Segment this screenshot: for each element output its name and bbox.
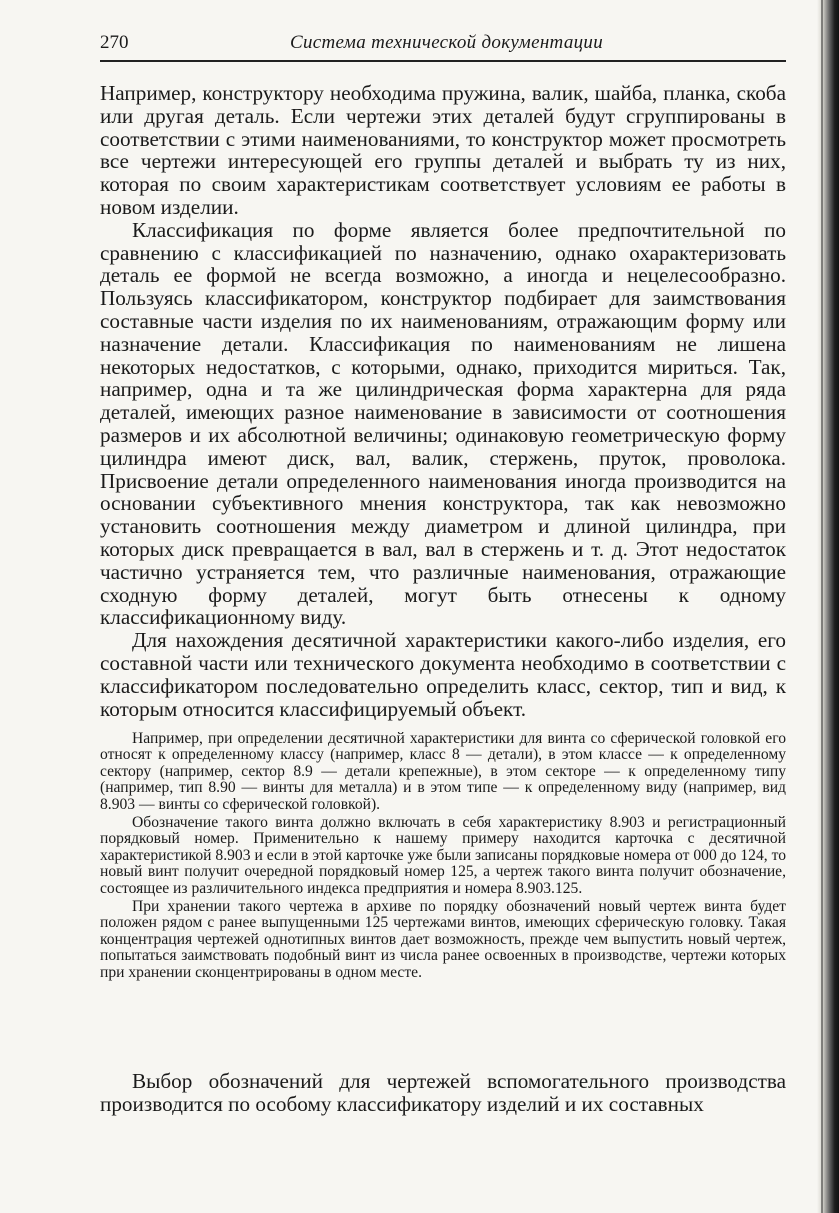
page-header <box>100 30 786 62</box>
running-title: Система технической документации <box>290 32 604 53</box>
paragraph: Классификация по форме является более предпочтительной по сравнению с классификацией по назначению, однако охарактеризовать деталь ее формой не всегда возможно, а иногда и нецелесообразно. Пользуясь классификатором, конструктор подбирает для заимствования составные части изделия по их наименованиям, отражающим форму или назначение детали. Классификация по наименованиям не лишена некоторых недостатков, с которыми, однако, приходится мириться. Так, например, одна и та же цилиндрическая форма характерна для ряда деталей, имеющих разное наименование в зависимости от соотношения размеров и их абсолютной величины; одинаковую геометрическую форму цилиндра имеют диск, вал, валик, стержень, пруток, проволока. Присвоение детали определенного наименования иногда производится на основании субъективного мнения конструктора, так как невозможно установить соотношения между диаметром и длиной цилиндра, при которых диск превращается в вал, вал в стержень и т. д. Этот недостаток частично устраняется тем, что различные наименования, отражающие сходную форму деталей, могут быть отнесены к одному классификационному виду. <box>100 217 786 630</box>
page-binding-edge <box>821 0 823 1213</box>
page-number: 270 <box>100 32 129 53</box>
main-text <box>100 82 786 720</box>
example-paragraph: При хранении такого чертежа в архиве по порядку обозначений новый чертеж винта будет положен рядом с ранее выпущенными 125 чертежами винтов, имеющих сферическую головку. Такая концентрация чертежей однотипных винтов дает возможность, прежде чем выпустить новый чертеж, попытаться заимствовать подобный винт из числа ранее освоенных в производстве, чертежи которых при хранении сконцентрированы в одном месте. <box>100 898 786 981</box>
paragraph: Например, конструктору необходима пружина, валик, шайба, планка, скоба или другая деталь. Если чертежи этих деталей будут сгруппированы в соответствии с этими наименованиями, то конструктор может просмотреть все чертежи интересующей его группы деталей и выбрать ту из них, которая по своим характеристикам соответствует условиям ее работы в новом изделии. <box>100 81 786 219</box>
example-paragraph: Например, при определении десятичной характеристики для винта со сферической головкой его относят к определенному классу (например, класс 8 — детали), в этом классе — к определенному сектору (например, сектор 8.9 — детали крепежные), в этом секторе — к определенному типу (например, тип 8.90 — винты для металла) и в этом типе — к определенному виду (например, вид 8.903 — винты со сферической головкой). <box>100 730 786 813</box>
paragraph: Для нахождения десятичной характеристики какого-либо изделия, его составной части или технического документа необходимо в соответствии с классификатором последовательно определить класс, сектор, тип и вид, к которым относится классифицируемый объект. <box>100 628 786 721</box>
example-paragraph: Обозначение такого винта должно включать в себя характеристику 8.903 и регистрационный порядковый номер. Применительно к нашему примеру находится карточка с десятичной характеристикой 8.903 и если в этой карточке уже были записаны порядковые номера от 000 до 124, то новый винт получит очередной порядковый номер 125, а чертеж такого винта получит обозначение, состоящее из различительного индекса предприятия и номера 8.903.125. <box>100 814 786 897</box>
main-text-continued <box>100 1070 786 1116</box>
paragraph: Выбор обозначений для чертежей вспомогательного производства производится по особому классификатору изделий и их составных <box>100 1069 786 1116</box>
example-block <box>100 731 786 983</box>
